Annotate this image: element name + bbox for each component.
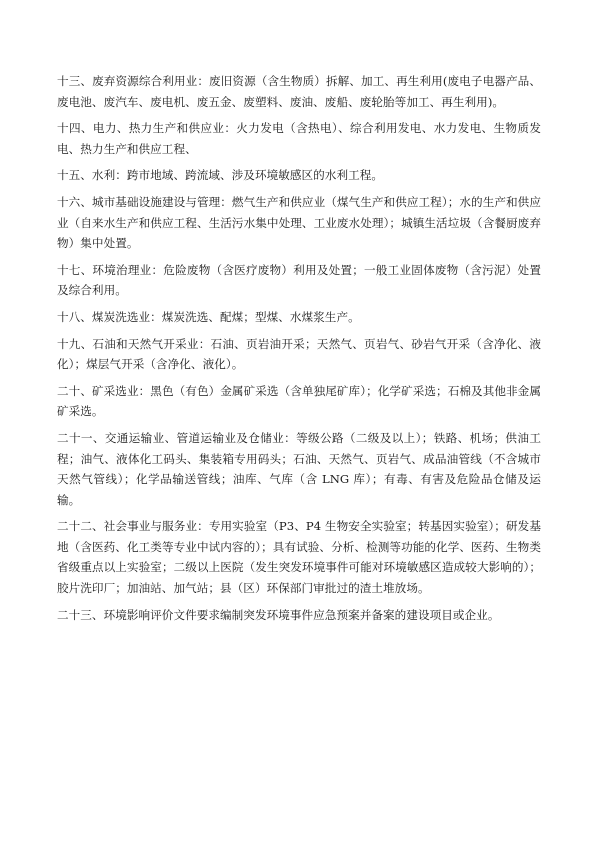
list-item-15: 十五、水利：跨市地域、跨流域、涉及环境敏感区的水利工程。 — [57, 168, 384, 183]
document-body — [57, 71, 541, 631]
list-item-17: 十七、环境治理业：危险废物（含医疗废物）利用及处置；一般工业固体废物（含污泥）处置及综合利用。 — [57, 262, 541, 298]
list-item-19: 十九、石油和天然气开采业：石油、页岩油开采；天然气、页岩气、砂岩气开采（含净化、液化）；煤层气开采（含净化、液化）。 — [57, 336, 541, 372]
list-item-16: 十六、城市基础设施建设与管理：燃气生产和供应业（煤气生产和供应工程）；水的生产和供应业（自来水生产和供应工程、生活污水集中处理、工业废水处理）；城镇生活垃圾（含餐厨废弃物）集中处置。 — [57, 194, 541, 251]
list-item-21: 二十一、交通运输业、管道运输业及仓储业：等级公路（二级及以上）；铁路、机场；供油工程；油气、液体化工码头、集装箱专用码头；石油、天然气、页岩气、成品油管线（不含城市天然气管线）；化学品输送管线；油库、气库（含 LNG 库）；有毒、有害及危险品仓储及运输。 — [57, 430, 541, 507]
list-item-13: 十三、废弃资源综合利用业：废旧资源（含生物质）拆解、加工、再生利用(废电子电器产品、废电池、废汽车、废电机、废五金、废塑料、废油、废船、废轮胎等加工、再生利用)。 — [57, 74, 541, 109]
list-item-20: 二十、矿采选业：黑色（有色）金属矿采选（含单独尾矿库）；化学矿采选；石棉及其他非金属矿采选。 — [57, 383, 541, 419]
list-item-14: 十四、电力、热力生产和供应业：火力发电（含热电）、综合利用发电、水力发电、生物质发电、热力生产和供应工程、 — [57, 121, 541, 156]
list-item-18: 十八、煤炭洗选业：煤炭洗选、配煤；型煤、水煤浆生产。 — [57, 309, 360, 324]
list-item-22: 二十二、社会事业与服务业：专用实验室（P3、P4 生物安全实验室；转基因实验室）；研发基地（含医药、化工类等专业中试内容的）；具有试验、分析、检测等功能的化学、医药、生物类省级重点以上实验室；二级以上医院（发生突发环境事件可能对环境敏感区造成较大影响的）；胶片洗印厂；加油站、加气站；县（区）环保部门审批过的渣土堆放场。 — [57, 519, 541, 596]
list-item-23: 二十三、环境影响评价文件要求编制突发环境事件应急预案并备案的建设项目或企业。 — [57, 607, 500, 622]
